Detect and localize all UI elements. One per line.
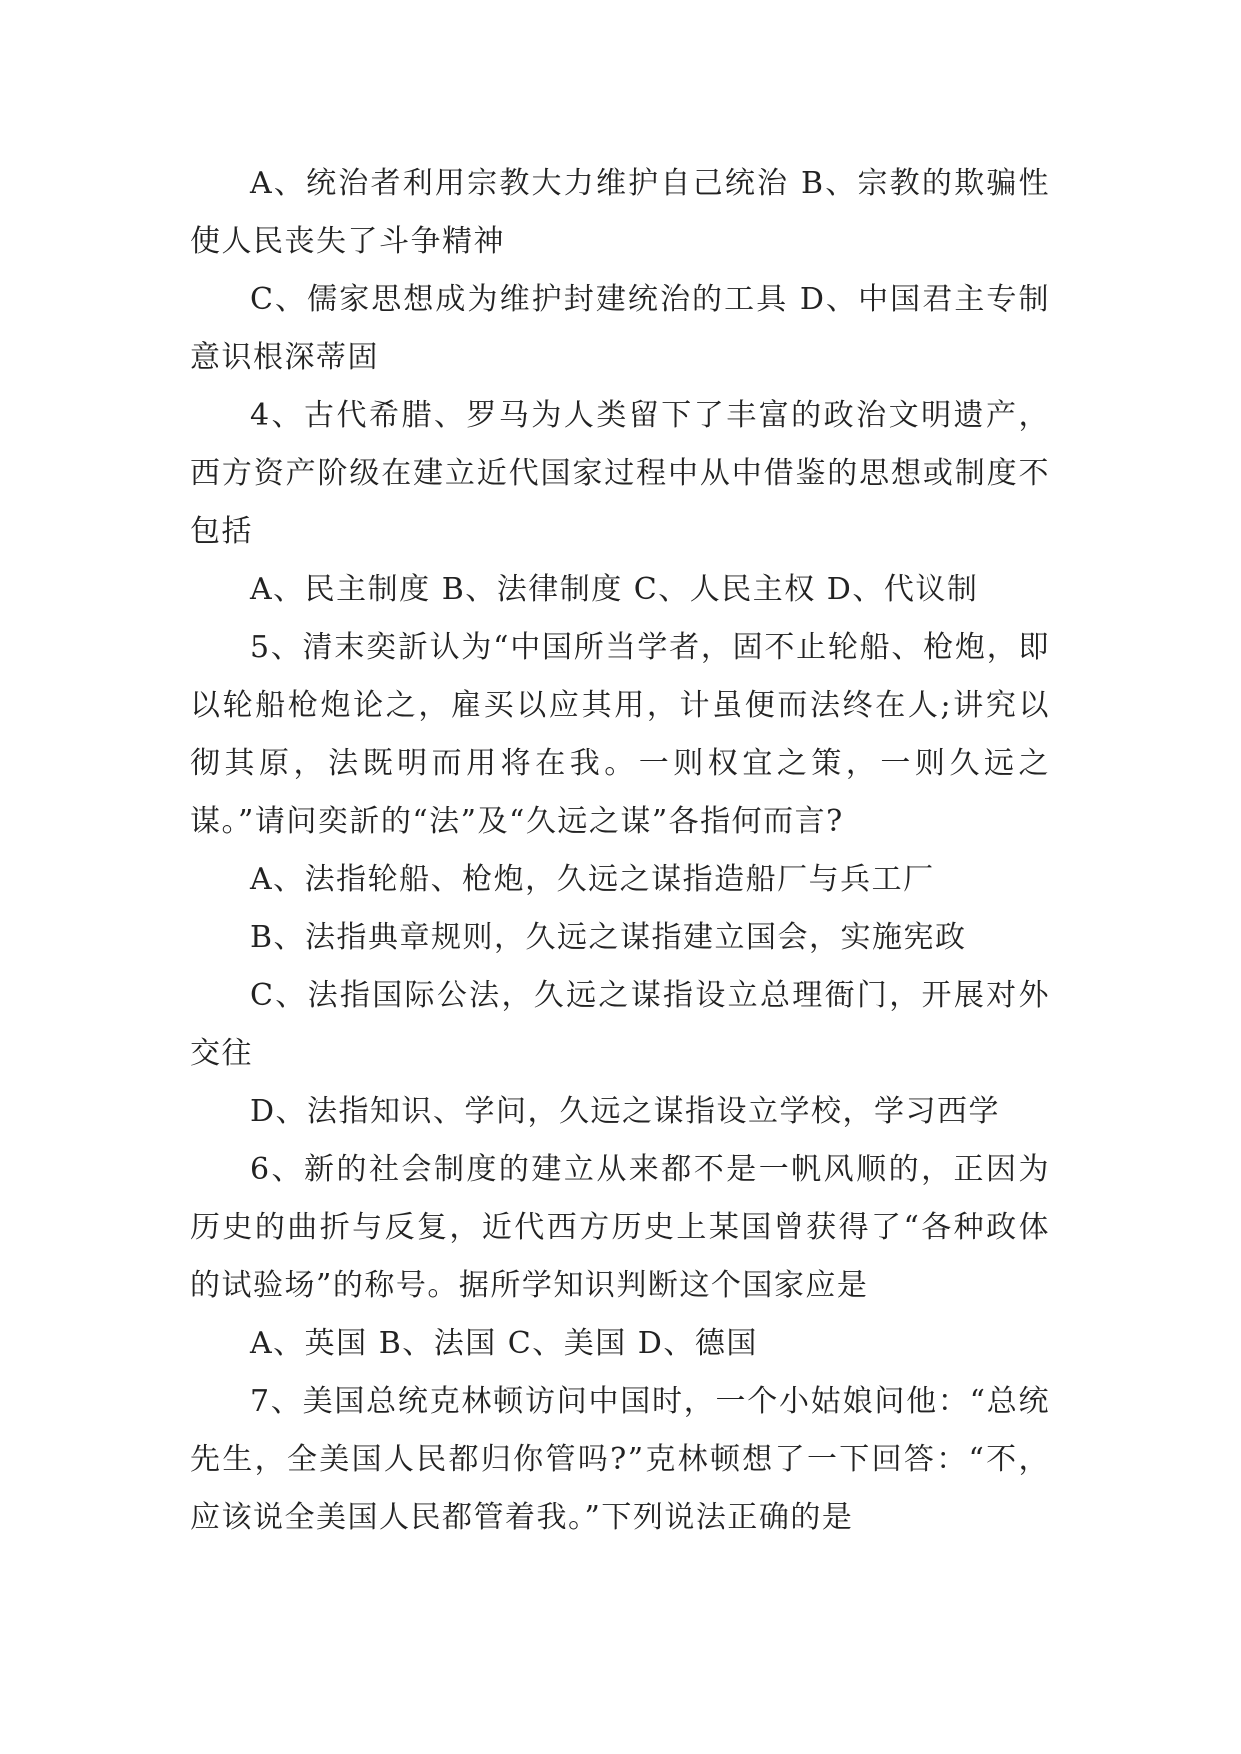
question-5-stem: 5、清末奕訢认为“中国所当学者，固不止轮船、枪炮，即以轮船枪炮论之，雇买以应其用，计虽便而法终在人;讲究以彻其原，法既明而用将在我。一则权宜之策，一则久远之谋。”请问奕訢的“法”及“久远之谋”各指何而言?: [190, 630, 1050, 839]
question-6-stem: 6、新的社会制度的建立从来都不是一帆风顺的，正因为历史的曲折与反复，近代西方历史上某国曾获得了“各种政体的试验场”的称号。据所学知识判断这个国家应是: [190, 1152, 1050, 1303]
document-page: [190, 155, 1050, 1547]
question-5-option-c: C、法指国际公法，久远之谋指设立总理衙门，开展对外交往: [190, 978, 1050, 1071]
question-3-options-a-b: A、统治者利用宗教大力维护自己统治 B、宗教的欺骗性使人民丧失了斗争精神: [190, 166, 1050, 259]
question-4-options: A、民主制度 B、法律制度 C、人民主权 D、代议制: [250, 572, 979, 607]
question-4-stem: 4、古代希腊、罗马为人类留下了丰富的政治文明遗产，西方资产阶级在建立近代国家过程中从中借鉴的思想或制度不包括: [190, 398, 1050, 549]
question-5-option-b: B、法指典章规则，久远之谋指建立国会，实施宪政: [250, 920, 967, 955]
question-5-option-a: A、法指轮船、枪炮，久远之谋指造船厂与兵工厂: [250, 862, 935, 897]
question-7-stem: 7、美国总统克林顿访问中国时，一个小姑娘问他：“总统先生，全美国人民都归你管吗?”克林顿想了一下回答：“不，应该说全美国人民都管着我。”下列说法正确的是: [190, 1384, 1050, 1535]
question-6-options: A、英国 B、法国 C、美国 D、德国: [250, 1326, 758, 1361]
question-3-options-c-d: C、儒家思想成为维护封建统治的工具 D、中国君主专制意识根深蒂固: [190, 282, 1050, 375]
question-5-option-d: D、法指知识、学问，久远之谋指设立学校，学习西学: [250, 1094, 1001, 1129]
